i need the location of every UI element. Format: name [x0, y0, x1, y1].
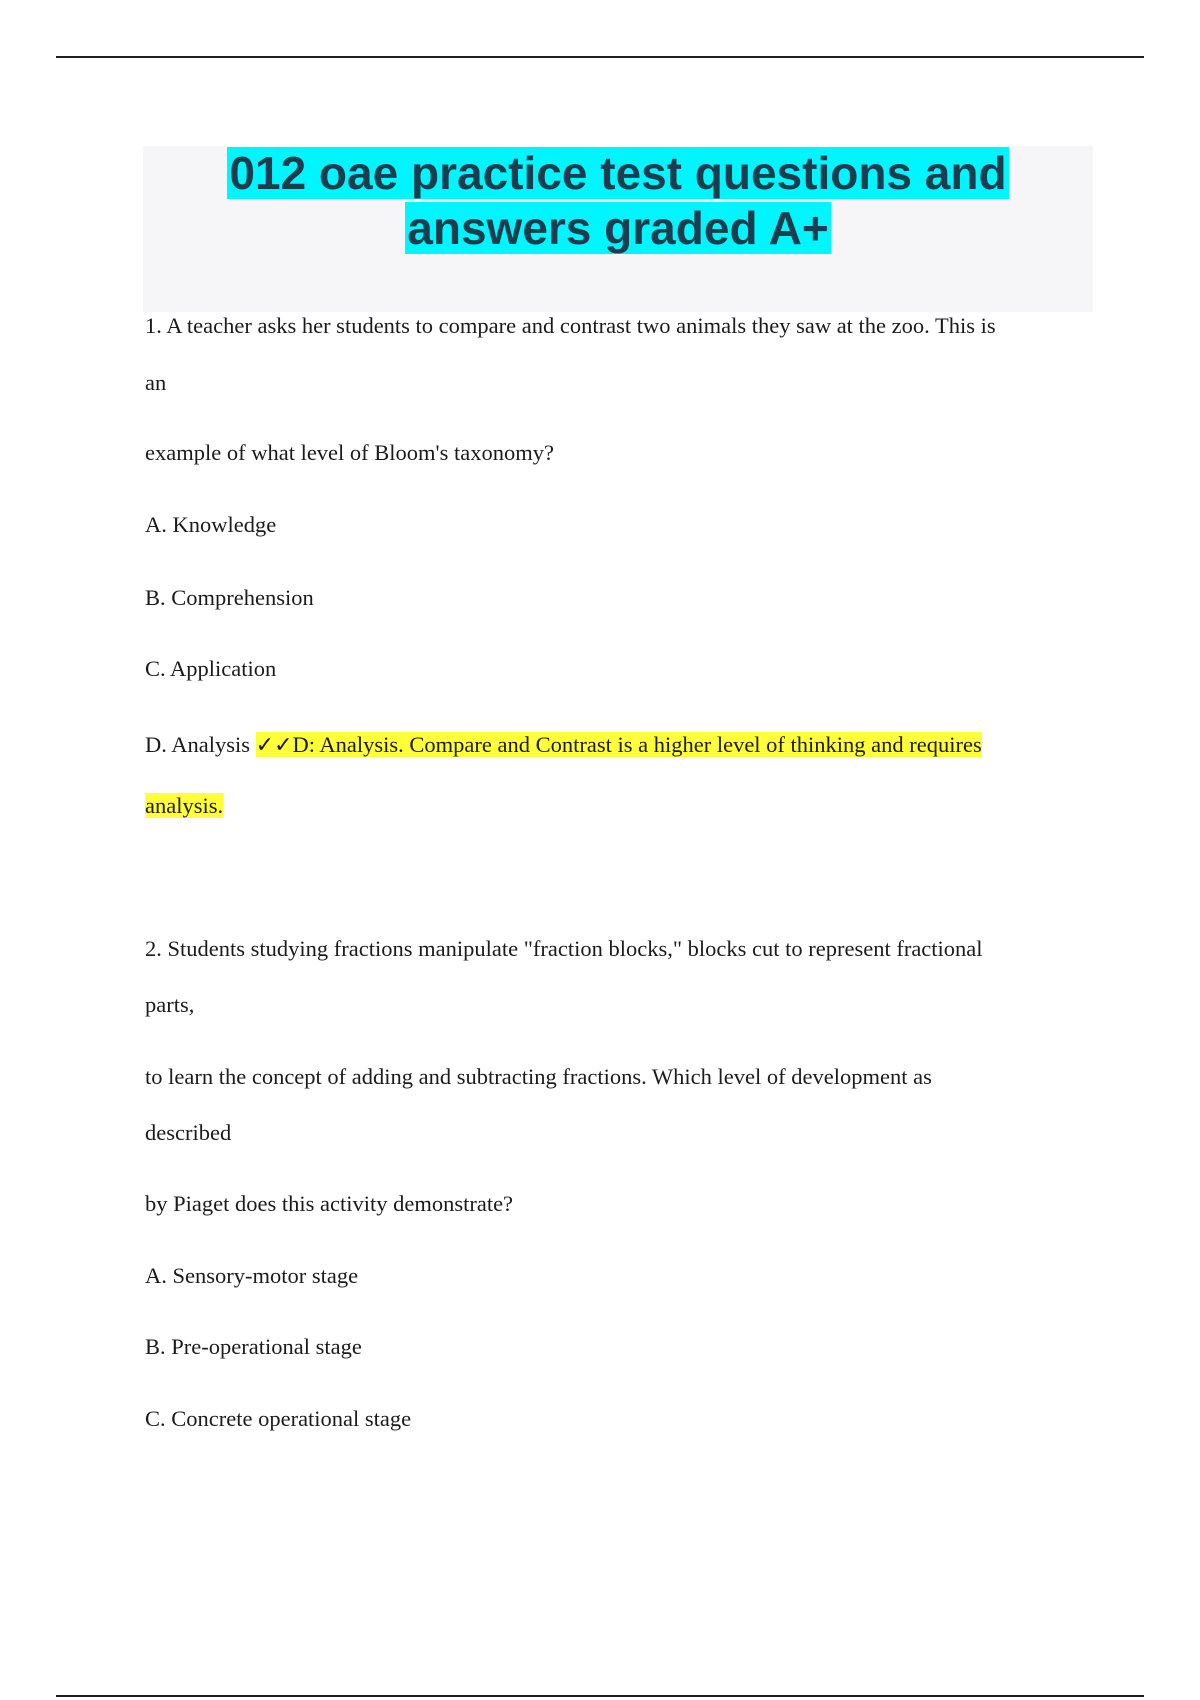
- q1-option-a: A. Knowledge: [145, 512, 277, 537]
- q2-stem-line-2: parts,: [145, 992, 195, 1017]
- q1-answer-line-2: analysis.: [145, 793, 224, 818]
- q1-option-d: D. Analysis: [145, 732, 251, 757]
- document-title: [143, 146, 1093, 256]
- page-bottom-rule: [56, 1695, 1144, 1697]
- q2-stem-line-1: 2. Students studying fractions manipulate "fraction blocks," blocks cut to represent fractional: [145, 936, 983, 961]
- q1-stem-line-1: 1. A teacher asks her students to compare and contrast two animals they saw at the zoo. This is: [145, 313, 996, 338]
- q2-stem-line-5: by Piaget does this activity demonstrate?: [145, 1191, 514, 1216]
- double-check-icon: ✓✓: [255, 733, 293, 758]
- title-line-1: 012 oae practice test questions and: [229, 147, 1007, 199]
- q2-stem-line-4: described: [145, 1120, 232, 1145]
- title-line-2: answers graded A+: [407, 202, 829, 254]
- q1-option-b: B. Comprehension: [145, 585, 314, 610]
- q1-answer-line-1: D: Analysis. Compare and Contrast is a higher level of thinking and requires: [292, 732, 982, 757]
- q1-stem-line-3: example of what level of Bloom's taxonomy?: [145, 440, 554, 465]
- q2-stem-line-3: to learn the concept of adding and subtracting fractions. Which level of development as: [145, 1064, 932, 1089]
- q2-option-a: A. Sensory-motor stage: [145, 1263, 359, 1288]
- q1-option-c: C. Application: [145, 656, 277, 681]
- q2-option-b: B. Pre-operational stage: [145, 1334, 362, 1359]
- page-top-rule: [56, 56, 1144, 58]
- q1-answer-row-2: [145, 793, 223, 819]
- q1-answer-highlight: [256, 732, 982, 757]
- q2-option-c: C. Concrete operational stage: [145, 1406, 412, 1431]
- q1-stem-line-2: an: [145, 370, 167, 395]
- q1-option-d-row: [145, 732, 982, 759]
